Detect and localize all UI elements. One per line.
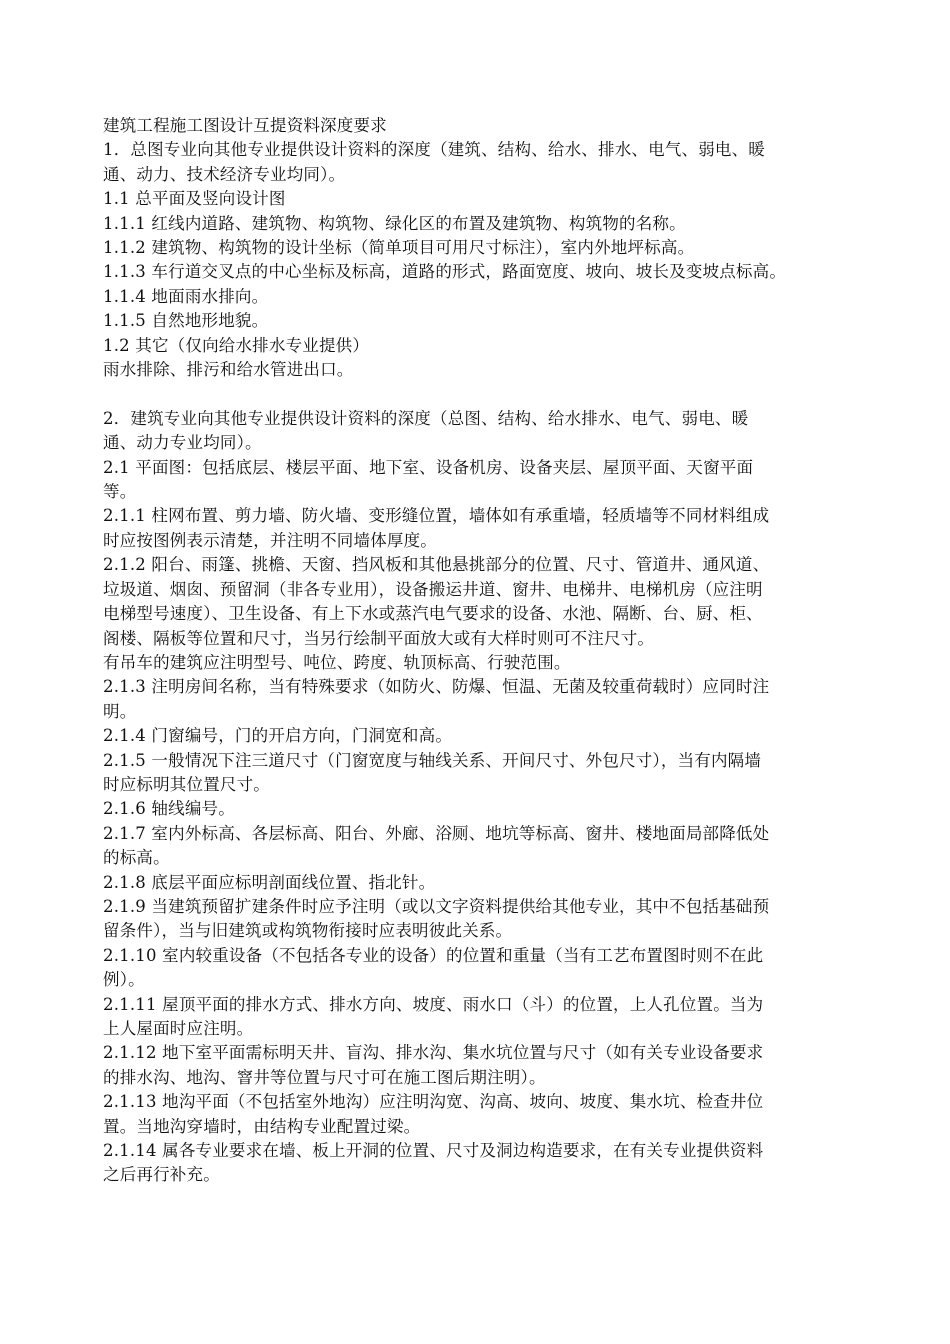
text-line: 1.1.5 自然地形地貌。 <box>103 311 269 331</box>
text-line: 1.2 其它（仅向给水排水专业提供） <box>103 335 370 355</box>
text-line: 明。 <box>103 701 137 721</box>
text-line: 时应按图例表示清楚，并注明不同墙体厚度。 <box>103 530 437 550</box>
text-line: 的标高。 <box>103 848 170 868</box>
text-line: 2.1.3 注明房间名称，当有特殊要求（如防火、防爆、恒温、无菌及较重荷载时）应同时注 <box>103 677 770 697</box>
text-line: 1.1.3 车行道交叉点的中心坐标及标高，道路的形式，路面宽度、坡向、坡长及变坡点标高。 <box>103 262 787 282</box>
text-line: 2.1.10 室内较重设备（不包括各专业的设备）的位置和重量（当有工艺布置图时则不在此 <box>103 945 764 965</box>
text-line: 2.1.6 轴线编号。 <box>103 799 235 819</box>
text-line: 雨水排除、排污和给水管进出口。 <box>103 360 354 380</box>
text-line: 阁楼、隔板等位置和尺寸，当另行绘制平面放大或有大样时则可不注尺寸。 <box>103 628 655 648</box>
text-line: 2.1.5 一般情况下注三道尺寸（门窗宽度与轴线关系、开间尺寸、外包尺寸），当有内隔墙 <box>103 750 762 770</box>
text-line: 1.1 总平面及竖向设计图 <box>103 189 286 209</box>
text-line: 有吊车的建筑应注明型号、吨位、跨度、轨顶标高、行驶范围。 <box>103 652 571 672</box>
text-line: 2.1.14 属各专业要求在墙、板上开洞的位置、尺寸及洞边构造要求，在有关专业提供资料 <box>103 1141 764 1161</box>
text-line: 置。当地沟穿墙时，由结构专业配置过梁。 <box>103 1116 421 1136</box>
text-line: 1.1.4 地面雨水排向。 <box>103 286 269 306</box>
blank-line <box>103 382 851 406</box>
text-line: 2.1.9 当建筑预留扩建条件时应予注明（或以文字资料提供给其他专业，其中不包括基础预 <box>103 896 770 916</box>
document-body <box>103 114 851 1188</box>
text-line: 2.1.11 屋顶平面的排水方式、排水方向、坡度、雨水口（斗）的位置，上人孔位置。当为 <box>103 994 764 1014</box>
text-line: 等。 <box>103 482 137 502</box>
document-title: 建筑工程施工图设计互提资料深度要求 <box>103 116 387 135</box>
text-line: 通、动力、技术经济专业均同）。 <box>103 164 346 184</box>
text-line: 2.1.4 门窗编号，门的开启方向，门洞宽和高。 <box>103 726 453 746</box>
text-line: 1.1.2 建筑物、构筑物的设计坐标（简单项目可用尺寸标注），室内外地坪标高。 <box>103 238 695 258</box>
text-line: 例）。 <box>103 970 145 990</box>
text-line: 垃圾道、烟囱、预留洞（非各专业用），设备搬运井道、窗井、电梯井、电梯机房（应注明 <box>103 579 763 599</box>
text-line: 2.1 平面图：包括底层、楼层平面、地下室、设备机房、设备夹层、屋顶平面、天窗平面 <box>103 457 754 477</box>
text-line: 2.1.2 阳台、雨篷、挑檐、天窗、挡风板和其他悬挑部分的位置、尺寸、管道井、通风道、 <box>103 555 770 575</box>
text-line: 通、动力专业均同）。 <box>103 433 262 453</box>
text-line: 1．总图专业向其他专业提供设计资料的深度（建筑、结构、给水、排水、电气、弱电、暖 <box>103 140 765 160</box>
text-line: 1.1.1 红线内道路、建筑物、构筑物、绿化区的布置及建筑物、构筑物的名称。 <box>103 213 686 233</box>
text-line: 电梯型号速度）、卫生设备、有上下水或蒸汽电气要求的设备、水池、隔断、台、厨、柜、 <box>103 604 763 624</box>
text-line: 2.1.1 柱网布置、剪力墙、防火墙、变形缝位置，墙体如有承重墙，轻质墙等不同材料组成 <box>103 506 770 526</box>
text-line: 2．建筑专业向其他专业提供设计资料的深度（总图、结构、给水排水、电气、弱电、暖 <box>103 408 749 428</box>
text-line: 2.1.7 室内外标高、各层标高、阳台、外廊、浴厕、地坑等标高、窗井、楼地面局部降低处 <box>103 823 770 843</box>
text-line: 时应标明其位置尺寸。 <box>103 774 270 794</box>
text-line: 上人屋面时应注明。 <box>103 1019 254 1039</box>
text-line: 2.1.12 地下室平面需标明天井、盲沟、排水沟、集水坑位置与尺寸（如有关专业设备要求 <box>103 1043 764 1063</box>
text-line: 的排水沟、地沟、窨井等位置与尺寸可在施工图后期注明）。 <box>103 1067 546 1087</box>
text-line: 2.1.8 底层平面应标明剖面线位置、指北针。 <box>103 872 436 892</box>
text-line: 2.1.13 地沟平面（不包括室外地沟）应注明沟宽、沟高、坡向、坡度、集水坑、检查井位 <box>103 1092 764 1112</box>
text-line: 留条件），当与旧建筑或构筑物衔接时应表明彼此关系。 <box>103 921 513 941</box>
text-line: 之后再行补充。 <box>103 1165 220 1185</box>
